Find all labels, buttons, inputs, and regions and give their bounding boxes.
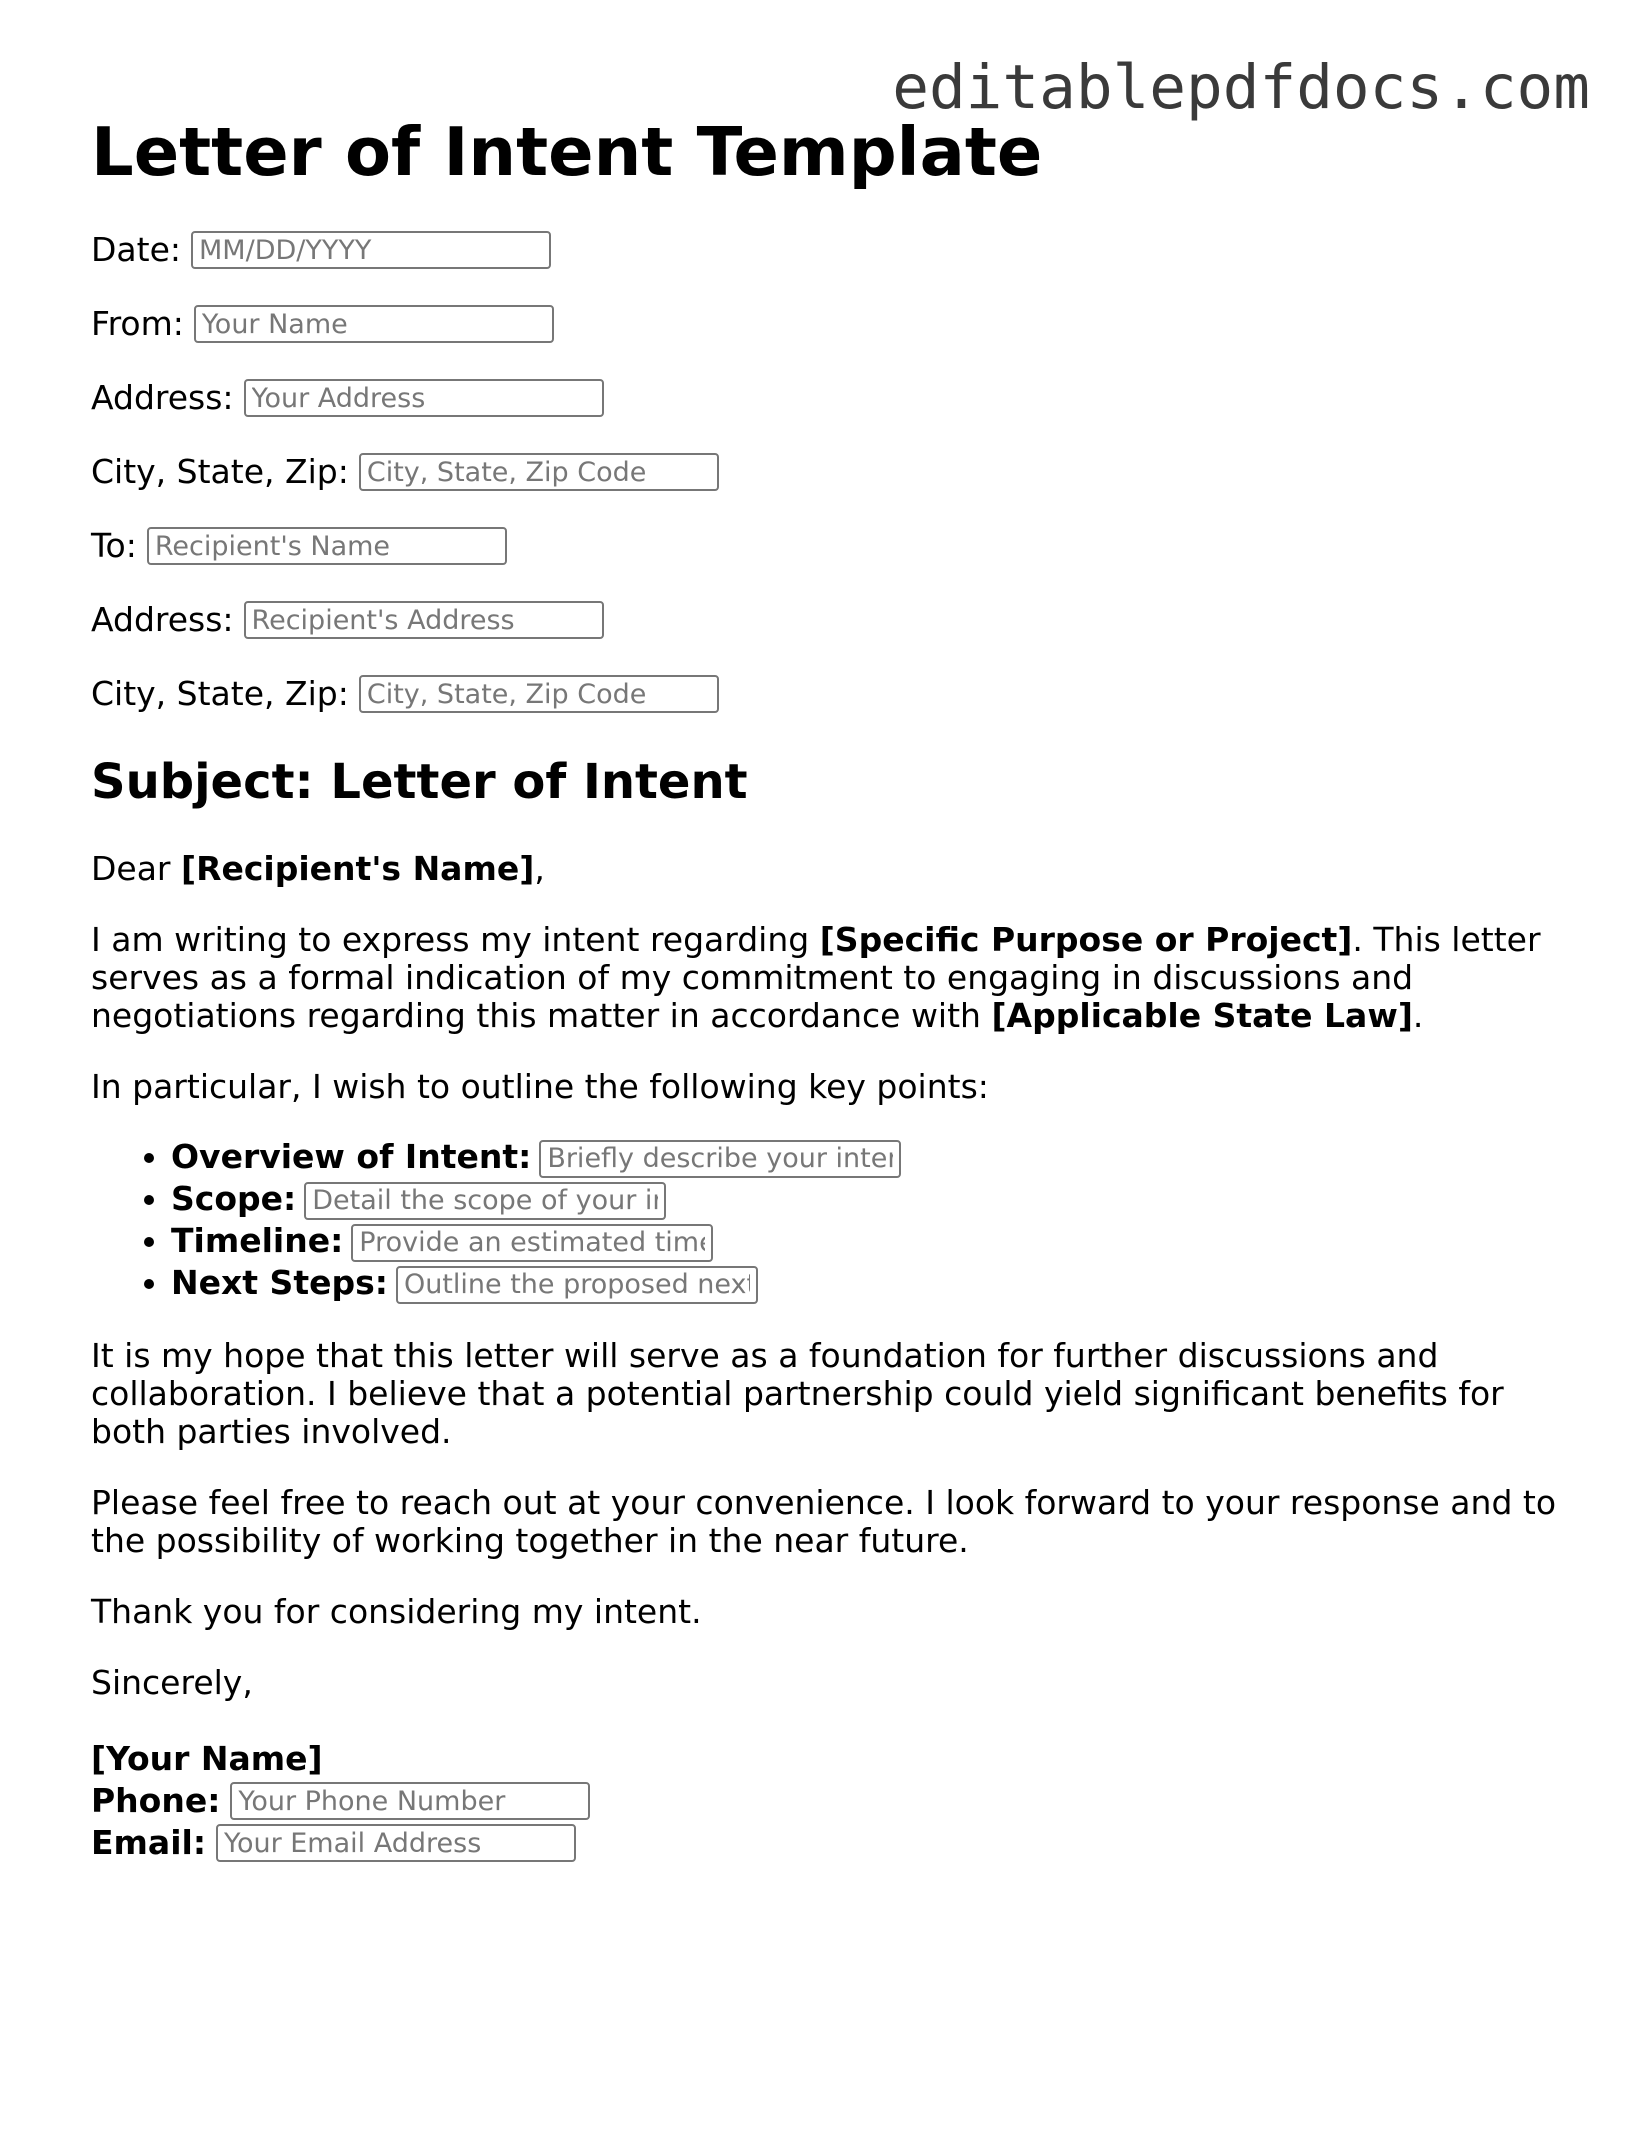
recipient-address-label: Address: <box>91 600 234 639</box>
recipient-city-row <box>91 674 1571 714</box>
to-label: To: <box>91 526 137 565</box>
date-input[interactable] <box>191 231 551 269</box>
salutation <box>91 850 1571 888</box>
thanks-line: Thank you for considering my intent. <box>91 1592 702 1631</box>
list-item <box>171 1178 1571 1220</box>
subject-heading: Subject: Letter of Intent <box>91 754 748 810</box>
salutation-prefix: Dear <box>91 849 181 888</box>
from-row <box>91 304 1571 344</box>
email-row <box>91 1822 1571 1864</box>
sender-city-row <box>91 452 1571 492</box>
list-item <box>171 1262 1571 1304</box>
timeline-input[interactable] <box>351 1224 713 1262</box>
from-name-input[interactable] <box>194 305 554 343</box>
key-point-label: Timeline: <box>171 1221 344 1260</box>
overview-input[interactable] <box>539 1140 901 1178</box>
intro-paragraph <box>91 921 1571 1035</box>
address-fields <box>91 230 1571 714</box>
letter-page <box>91 112 1571 1864</box>
intro-text-1: I am writing to express my intent regarding <box>91 920 820 959</box>
intro-text-3: . <box>1412 996 1424 1035</box>
sender-city-label: City, State, Zip: <box>91 452 349 491</box>
phone-row <box>91 1780 1571 1822</box>
recipient-address-input[interactable] <box>244 601 604 639</box>
closing-line: Sincerely, <box>91 1663 253 1702</box>
key-point-label: Next Steps: <box>171 1263 388 1302</box>
email-label: Email: <box>91 1823 207 1862</box>
page-title: Letter of Intent Template <box>91 113 1043 191</box>
intro-purpose-placeholder: [Specific Purpose or Project] <box>819 920 1353 959</box>
to-row <box>91 526 1571 566</box>
signature-name: [Your Name] <box>91 1739 323 1778</box>
recipient-city-input[interactable] <box>359 675 719 713</box>
sender-city-input[interactable] <box>359 453 719 491</box>
next-steps-input[interactable] <box>396 1266 758 1304</box>
recipient-address-row <box>91 600 1571 640</box>
sender-address-label: Address: <box>91 378 234 417</box>
phone-label: Phone: <box>91 1781 221 1820</box>
recipient-name-input[interactable] <box>147 527 507 565</box>
list-item <box>171 1220 1571 1262</box>
intro-law-placeholder: [Applicable State Law] <box>991 996 1413 1035</box>
sender-address-row <box>91 378 1571 418</box>
key-point-label: Scope: <box>171 1179 297 1218</box>
key-points-intro: In particular, I wish to outline the following key points: <box>91 1067 989 1106</box>
contact-paragraph: Please feel free to reach out at your convenience. I look forward to your response and to the possibility of working together in the near future. <box>91 1483 1557 1560</box>
recipient-city-label: City, State, Zip: <box>91 674 349 713</box>
key-points-list <box>91 1136 1571 1304</box>
date-label: Date: <box>91 230 181 269</box>
signature-block <box>91 1738 1571 1864</box>
key-point-label: Overview of Intent: <box>171 1137 532 1176</box>
hope-paragraph: It is my hope that this letter will serve as a foundation for further discussions and collaboration. I believe that a potential partnership could yield significant benefits for both parties involved. <box>91 1336 1504 1451</box>
sender-address-input[interactable] <box>244 379 604 417</box>
scope-input[interactable] <box>304 1182 666 1220</box>
email-input[interactable] <box>216 1824 576 1862</box>
list-item <box>171 1136 1571 1178</box>
signature-name-row <box>91 1738 1571 1780</box>
salutation-suffix: , <box>534 849 545 888</box>
salutation-name: [Recipient's Name] <box>181 849 535 888</box>
date-row <box>91 230 1571 270</box>
from-label: From: <box>91 304 184 343</box>
watermark-text: editablepdfdocs.com <box>892 52 1590 123</box>
intro-text-2: . This letter serves as a formal indication of my commitment to engaging in discussions and negotiations regarding this matter in accordance with <box>91 920 1541 1035</box>
phone-input[interactable] <box>230 1782 590 1820</box>
